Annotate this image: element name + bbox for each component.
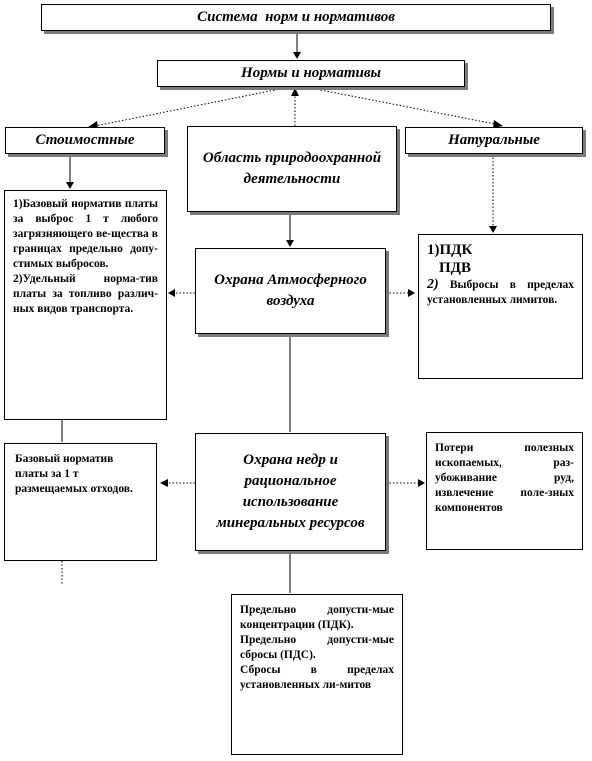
cost-title: Стоимостные: [35, 132, 135, 148]
cost-subsoil-box: [4, 443, 157, 561]
norms-title: Нормы и нормативы: [241, 65, 381, 81]
connector-norms-cost: [95, 86, 295, 126]
natural-title: Натуральные: [448, 132, 540, 148]
system-title: Система норм и нормативов: [197, 9, 395, 25]
system-title-box: [41, 4, 551, 31]
subsoil-title: Охрана недр и рациональное использование минеральных ресурсов: [216, 452, 365, 531]
bottom-item-1: Предельно допусти-мые концентрации (ПДК).: [240, 604, 394, 631]
bottom-item-2: Предельно допусти-мые сбросы (ПДС).: [240, 634, 394, 661]
natural-box: [405, 127, 583, 154]
natural-subsoil-box: [426, 432, 583, 550]
subsoil-box: [195, 433, 386, 551]
norms-box: [157, 60, 465, 87]
area-box: [187, 126, 397, 212]
natural-air-item-2: ПДВ: [439, 260, 471, 276]
area-title: Область природоохранной деятельности: [202, 150, 382, 187]
cost-air-box: [4, 190, 167, 420]
natural-subsoil-text: Потери полезных ископаемых, раз-убоживание руд, извлечение поле-зных компонентов: [435, 442, 574, 514]
bottom-box: [231, 594, 403, 755]
connector-norms-natural: [300, 86, 495, 124]
bottom-item-3: Сбросы в пределах установленных ли-митов: [240, 664, 394, 691]
air-title: Охрана Атмосферного воздуха: [214, 272, 367, 309]
cost-subsoil-text: Базовый норматив платы за 1 т размещаемых отходов.: [15, 453, 133, 495]
air-box: [195, 248, 386, 334]
cost-air-item-1: 1)Базовый норматив платы за выброс 1 т любого загрязняющего ве-щества в границах предельно допу-стимых выбросов.: [13, 198, 158, 270]
natural-air-item-3: [427, 277, 574, 308]
natural-air-item-3-text: Выбросы в пределах установленных лимитов.: [427, 279, 575, 306]
natural-air-item-3-num: 2): [427, 277, 439, 292]
natural-air-item-1: 1)ПДК: [427, 242, 473, 258]
cost-box: [5, 127, 165, 154]
cost-air-item-2: 2)Удельный норма-тив платы за топливо различ-ных видов транспорта.: [13, 273, 158, 315]
natural-air-box: [418, 234, 583, 379]
